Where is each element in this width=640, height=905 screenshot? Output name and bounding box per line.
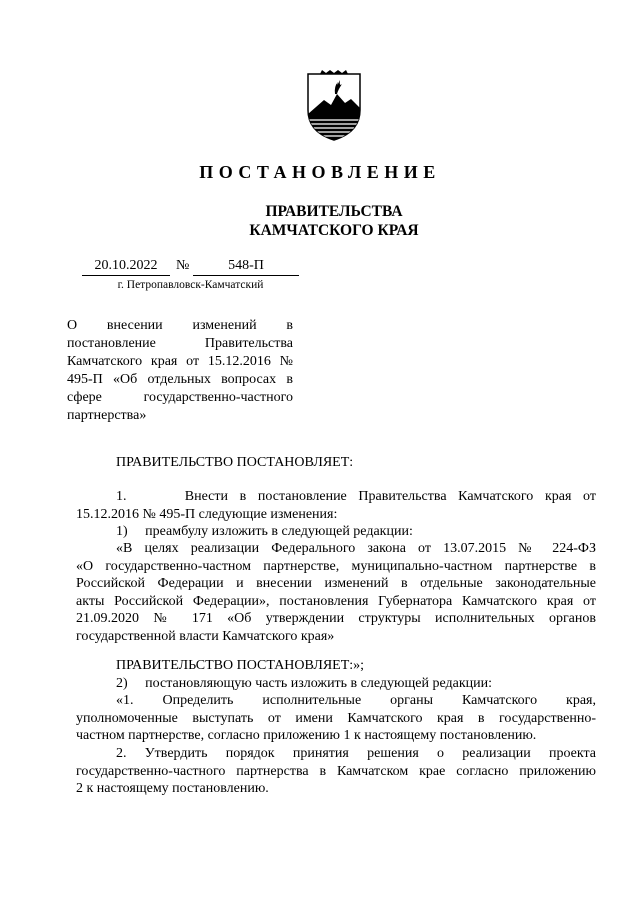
decree-intro: ПРАВИТЕЛЬСТВО ПОСТАНОВЛЯЕТ: bbox=[116, 455, 354, 470]
quote-line-4: акты Российской Федерации», постановления Губернатора Камчатского края от bbox=[76, 593, 596, 609]
quote-line-1: «В целях реализации Федерального закона от 13.07.2015 № 224-ФЗ bbox=[116, 541, 596, 556]
number-sign: № bbox=[176, 258, 190, 273]
document-subject: О внесении изменений в постановление Правительства Камчатского края от 15.12.2016 № 495-П «Об отдельных вопросах в сфере государственно-частного партнерства» bbox=[67, 318, 293, 423]
paragraph-1-line-1: 1. Внести в постановление Правительства Камчатского края от bbox=[116, 489, 596, 504]
quote-line-3: Российской Федерации и внесении изменений в отдельные законодательные bbox=[76, 576, 596, 591]
paragraph-1 bbox=[76, 488, 596, 523]
issuer-line-2: КАМЧАТСКОГО КРАЯ bbox=[249, 222, 419, 239]
quote-line-5: 21.09.2020 № 171 «Об утверждении структуры исполнительных органов bbox=[76, 611, 596, 626]
resolution-point-2 bbox=[76, 745, 596, 798]
quote-ending: ПРАВИТЕЛЬСТВО ПОСТАНОВЛЯЕТ:»; bbox=[116, 658, 365, 673]
point-2-line-2: государственно-частного партнерства в Камчатском крае согласно приложению bbox=[76, 763, 596, 779]
document-number: 548-П bbox=[193, 258, 299, 276]
document-date: 20.10.2022 bbox=[82, 258, 170, 276]
item-1: 1) преамбулу изложить в следующей редакции: bbox=[116, 524, 413, 539]
quoted-preamble bbox=[76, 540, 596, 645]
paragraph-1-line-2: 15.12.2016 № 495-П следующие изменения: bbox=[76, 506, 338, 522]
coat-of-arms-emblem bbox=[304, 70, 364, 142]
item-2: 2) постановляющую часть изложить в следующей редакции: bbox=[116, 676, 493, 691]
city-name: г. Петропавловск-Камчатский bbox=[117, 279, 264, 291]
point-1-line-3: частном партнерстве, согласно приложению 1 к настоящему постановлению. bbox=[76, 728, 537, 743]
quote-line-2: «О государственно-частном партнерстве, муниципально-частном партнерстве в bbox=[76, 558, 596, 574]
document-type-title: ПОСТАНОВЛЕНИЕ bbox=[199, 162, 441, 182]
quote-line-6: государственной власти Камчатского края» bbox=[76, 628, 335, 644]
point-2-line-3: 2 к настоящему постановлению. bbox=[76, 781, 269, 796]
point-1-line-2: уполномоченные выступать от имени Камчатского края в государственно- bbox=[76, 710, 596, 726]
point-1-line-1: «1. Определить исполнительные органы Камчатского края, bbox=[116, 693, 596, 708]
issuer-line-1: ПРАВИТЕЛЬСТВА bbox=[265, 203, 403, 220]
point-2-line-1: 2. Утвердить порядок принятия решения о реализации проекта bbox=[116, 746, 596, 761]
resolution-point-1 bbox=[76, 692, 596, 745]
